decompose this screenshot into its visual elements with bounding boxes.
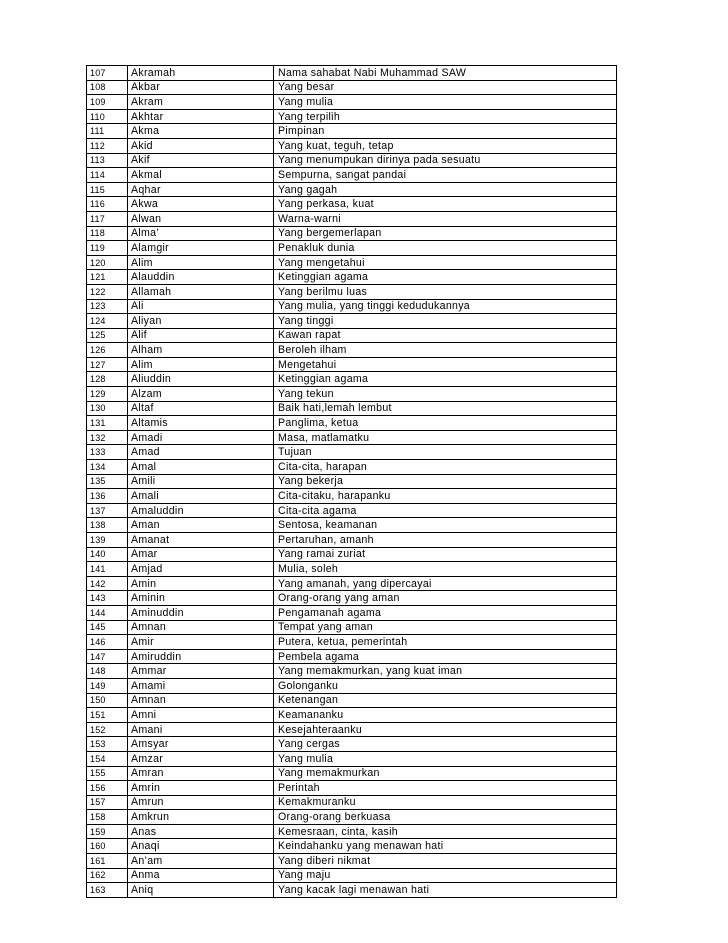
row-number: 120 [87,255,128,270]
row-name: Alim [128,357,274,372]
row-number: 129 [87,387,128,402]
row-name: Amad [128,445,274,460]
row-number: 132 [87,430,128,445]
table-row [87,766,617,781]
row-meaning: Yang memakmurkan [274,766,617,781]
row-meaning: Keamananku [274,708,617,723]
row-meaning: Kemesraan, cinta, kasih [274,824,617,839]
row-name: Amjad [128,562,274,577]
row-meaning: Cita-cita, harapan [274,460,617,475]
row-meaning: Yang berilmu luas [274,284,617,299]
row-name: Alamgir [128,241,274,256]
row-meaning: Penakluk dunia [274,241,617,256]
row-number: 158 [87,810,128,825]
row-meaning: Pengamanah agama [274,605,617,620]
row-name: Akram [128,95,274,110]
row-name: Amiruddin [128,649,274,664]
row-name: Altaf [128,401,274,416]
table-body [87,66,617,898]
row-meaning: Sentosa, keamanan [274,518,617,533]
row-number: 133 [87,445,128,460]
table-row [87,795,617,810]
table-row [87,241,617,256]
row-number: 162 [87,868,128,883]
table-row [87,153,617,168]
table-row [87,839,617,854]
row-meaning: Nama sahabat Nabi Muhammad SAW [274,66,617,81]
row-name: Alauddin [128,270,274,285]
table-row [87,868,617,883]
table-row [87,547,617,562]
row-name: Akramah [128,66,274,81]
table-row [87,474,617,489]
row-number: 110 [87,109,128,124]
row-number: 134 [87,460,128,475]
row-meaning: Yang cergas [274,737,617,752]
row-meaning: Orang-orang berkuasa [274,810,617,825]
row-name: Amnan [128,693,274,708]
row-name: Amsyar [128,737,274,752]
row-number: 130 [87,401,128,416]
row-name: Amal [128,460,274,475]
row-meaning: Masa, matlamatku [274,430,617,445]
table-row [87,95,617,110]
row-number: 154 [87,751,128,766]
row-meaning: Putera, ketua, pemerintah [274,635,617,650]
row-number: 114 [87,168,128,183]
table-row [87,372,617,387]
row-meaning: Mulia, soleh [274,562,617,577]
table-row [87,197,617,212]
row-name: Amali [128,489,274,504]
row-meaning: Perintah [274,781,617,796]
row-name: Aminuddin [128,605,274,620]
row-meaning: Orang-orang yang aman [274,591,617,606]
table-row [87,109,617,124]
table-row [87,883,617,898]
row-name: Aman [128,518,274,533]
row-number: 138 [87,518,128,533]
row-name: Ali [128,299,274,314]
table-row [87,751,617,766]
row-number: 116 [87,197,128,212]
row-meaning: Yang mengetahui [274,255,617,270]
table-row [87,328,617,343]
row-meaning: Yang ramai zuriat [274,547,617,562]
row-number: 131 [87,416,128,431]
row-number: 124 [87,314,128,329]
table-row [87,533,617,548]
table-row [87,387,617,402]
row-name: Anas [128,824,274,839]
row-meaning: Sempurna, sangat pandai [274,168,617,183]
row-meaning: Kesejahteraanku [274,722,617,737]
row-name: Altamis [128,416,274,431]
row-meaning: Yang besar [274,80,617,95]
row-number: 146 [87,635,128,650]
row-meaning: Yang mulia [274,751,617,766]
row-number: 135 [87,474,128,489]
table-row [87,620,617,635]
row-meaning: Yang mulia, yang tinggi kedudukannya [274,299,617,314]
row-number: 143 [87,591,128,606]
row-name: Amzar [128,751,274,766]
row-number: 109 [87,95,128,110]
row-number: 108 [87,80,128,95]
row-meaning: Kawan rapat [274,328,617,343]
row-number: 112 [87,138,128,153]
row-meaning: Yang tinggi [274,314,617,329]
row-number: 137 [87,503,128,518]
row-name: Amar [128,547,274,562]
row-meaning: Tujuan [274,445,617,460]
table-row [87,737,617,752]
row-name: Akwa [128,197,274,212]
table-row [87,255,617,270]
row-number: 122 [87,284,128,299]
table-row [87,605,617,620]
row-meaning: Ketinggian agama [274,372,617,387]
row-name: Amkrun [128,810,274,825]
row-number: 121 [87,270,128,285]
row-meaning: Warna-warni [274,211,617,226]
row-name: Aminin [128,591,274,606]
table-row [87,722,617,737]
row-name: Akif [128,153,274,168]
row-name: Anaqi [128,839,274,854]
row-name: Alwan [128,211,274,226]
row-meaning: Baik hati,lemah lembut [274,401,617,416]
table-row [87,678,617,693]
table-row [87,343,617,358]
row-number: 159 [87,824,128,839]
row-meaning: Beroleh ilham [274,343,617,358]
row-name: Amami [128,678,274,693]
row-number: 142 [87,576,128,591]
row-meaning: Pimpinan [274,124,617,139]
row-meaning: Yang amanah, yang dipercayai [274,576,617,591]
row-name: Amadi [128,430,274,445]
row-number: 157 [87,795,128,810]
row-number: 111 [87,124,128,139]
row-number: 155 [87,766,128,781]
row-number: 113 [87,153,128,168]
table-row [87,635,617,650]
row-meaning: Yang gagah [274,182,617,197]
row-number: 161 [87,854,128,869]
row-name: Aniq [128,883,274,898]
row-name: Amrun [128,795,274,810]
row-meaning: Yang perkasa, kuat [274,197,617,212]
table-row [87,708,617,723]
row-name: Alif [128,328,274,343]
row-meaning: Ketenangan [274,693,617,708]
row-number: 149 [87,678,128,693]
table-row [87,401,617,416]
table-row [87,211,617,226]
row-name: Akmal [128,168,274,183]
row-number: 163 [87,883,128,898]
table-row [87,80,617,95]
row-meaning: Golonganku [274,678,617,693]
row-name: Akid [128,138,274,153]
row-number: 123 [87,299,128,314]
table-row [87,270,617,285]
row-meaning: Yang terpilih [274,109,617,124]
row-name: An’am [128,854,274,869]
table-row [87,518,617,533]
row-name: Amili [128,474,274,489]
row-name: Amani [128,722,274,737]
row-name: Alma’ [128,226,274,241]
row-number: 144 [87,605,128,620]
row-name: Ammar [128,664,274,679]
table-row [87,430,617,445]
row-name: Alim [128,255,274,270]
table-row [87,664,617,679]
table-row [87,124,617,139]
table-row [87,168,617,183]
row-meaning: Yang bergemerlapan [274,226,617,241]
table-row [87,649,617,664]
row-name: Amrin [128,781,274,796]
row-name: Akma [128,124,274,139]
row-name: Allamah [128,284,274,299]
row-meaning: Pembela agama [274,649,617,664]
row-name: Akbar [128,80,274,95]
table-row [87,693,617,708]
row-number: 139 [87,533,128,548]
table-row [87,854,617,869]
row-meaning: Kemakmuranku [274,795,617,810]
row-name: Alham [128,343,274,358]
name-meaning-table [86,65,617,898]
row-meaning: Yang bekerja [274,474,617,489]
row-number: 152 [87,722,128,737]
row-meaning: Yang menumpukan dirinya pada sesuatu [274,153,617,168]
row-number: 148 [87,664,128,679]
table-row [87,416,617,431]
table-row [87,357,617,372]
row-meaning: Keindahanku yang menawan hati [274,839,617,854]
row-number: 126 [87,343,128,358]
table-row [87,460,617,475]
row-number: 118 [87,226,128,241]
row-meaning: Panglima, ketua [274,416,617,431]
row-meaning: Yang tekun [274,387,617,402]
row-meaning: Cita-citaku, harapanku [274,489,617,504]
table-row [87,226,617,241]
row-number: 119 [87,241,128,256]
row-number: 128 [87,372,128,387]
row-number: 160 [87,839,128,854]
row-meaning: Ketinggian agama [274,270,617,285]
row-meaning: Yang diberi nikmat [274,854,617,869]
row-meaning: Yang mulia [274,95,617,110]
row-meaning: Yang maju [274,868,617,883]
row-meaning: Mengetahui [274,357,617,372]
row-number: 117 [87,211,128,226]
row-number: 107 [87,66,128,81]
row-name: Anma [128,868,274,883]
row-name: Amin [128,576,274,591]
row-name: Amanat [128,533,274,548]
row-name: Aliuddin [128,372,274,387]
table-row [87,489,617,504]
table-row [87,182,617,197]
row-name: Amaluddin [128,503,274,518]
row-meaning: Tempat yang aman [274,620,617,635]
row-number: 147 [87,649,128,664]
table-row [87,314,617,329]
row-meaning: Yang kacak lagi menawan hati [274,883,617,898]
row-number: 156 [87,781,128,796]
row-meaning: Cita-cita agama [274,503,617,518]
table-row [87,445,617,460]
row-number: 127 [87,357,128,372]
row-meaning: Pertaruhan, amanh [274,533,617,548]
row-meaning: Yang kuat, teguh, tetap [274,138,617,153]
row-number: 145 [87,620,128,635]
row-name: Amni [128,708,274,723]
table-row [87,562,617,577]
table-row [87,299,617,314]
row-meaning: Yang memakmurkan, yang kuat iman [274,664,617,679]
table-row [87,284,617,299]
table-row [87,591,617,606]
row-number: 150 [87,693,128,708]
table-row [87,503,617,518]
row-number: 153 [87,737,128,752]
table-row [87,810,617,825]
table-row [87,66,617,81]
row-name: Aliyan [128,314,274,329]
row-name: Alzam [128,387,274,402]
row-number: 140 [87,547,128,562]
table-row [87,138,617,153]
row-number: 125 [87,328,128,343]
row-number: 136 [87,489,128,504]
row-name: Aqhar [128,182,274,197]
row-name: Amran [128,766,274,781]
table-row [87,576,617,591]
row-name: Akhtar [128,109,274,124]
row-name: Amir [128,635,274,650]
table-row [87,781,617,796]
row-number: 115 [87,182,128,197]
row-name: Amnan [128,620,274,635]
row-number: 141 [87,562,128,577]
row-number: 151 [87,708,128,723]
table-row [87,824,617,839]
